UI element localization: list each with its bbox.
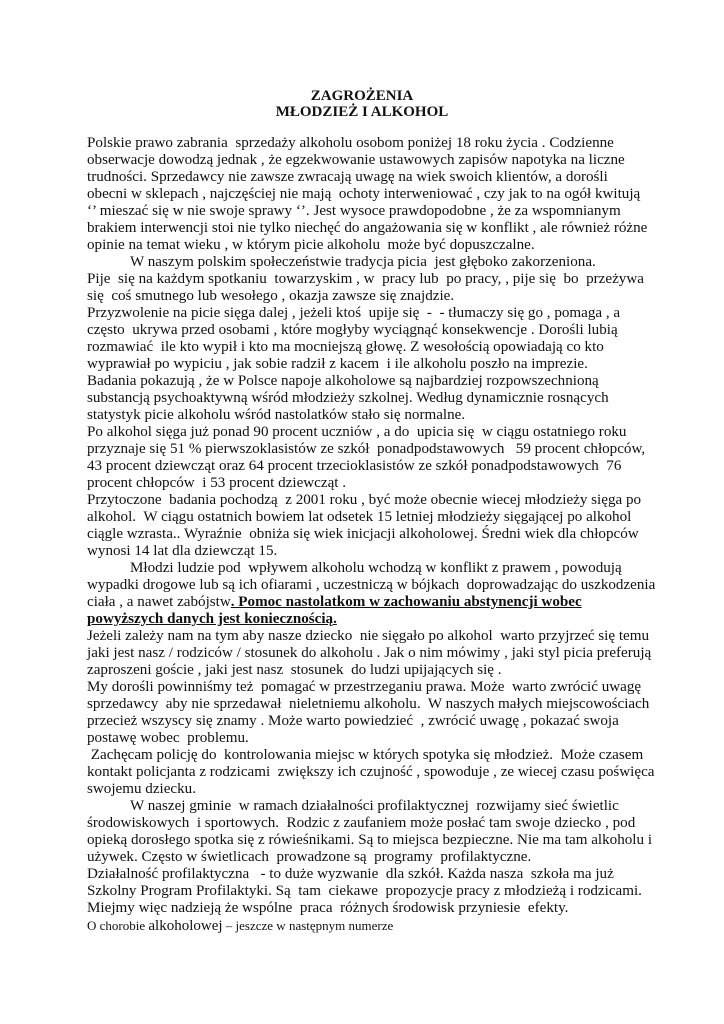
body-line: wypadki drogowe lub są ich ofiarami , uczestniczą w bójkach doprowadzając do uszkodzenia — [87, 577, 656, 593]
body-line: środowiskowych i sportowych. Rodzic z zaufaniem może posłać tam swoje dziecko , pod — [87, 815, 636, 831]
body-line: postawę wobec problemu. — [87, 730, 249, 746]
body-line: W naszej gminie w ramach działalności profilaktycznej rozwijamy sieć świetlic — [130, 798, 619, 814]
body-text: ciała , a nawet zabójstw — [87, 594, 231, 610]
body-line: wynosi 14 lat dla dziewcząt 15. — [87, 543, 278, 559]
body-line: ciągle wzrasta.. Wyraźnie obniża się wiek inicjacji alkoholowej. Średni wiek dla chłopców — [87, 526, 639, 542]
body-line: się coś smutnego lub wesołego , okazja zawsze się znajdzie. — [87, 288, 455, 304]
body-line: używek. Często w świetlicach prowadzone są programy profilaktyczne. — [87, 849, 532, 865]
body-line: substancją psychoaktywną wśród młodzieży szkolnej. Według dynamicznie rosnących — [87, 390, 609, 406]
body-line: W naszym polskim społeczeństwie tradycja picia jest głęboko zakorzeniona. — [130, 254, 596, 270]
body-line: często ukrywa przed osobami , które mogłyby wyciągnąć konsekwencje . Dorośli lubią — [87, 322, 618, 338]
body-line: Młodzi ludzie pod wpływem alkoholu wchodzą w konflikt z prawem , powodują — [130, 560, 622, 576]
body-line: Po alkohol sięga już ponad 90 procent uczniów , a do upicia się w ciągu ostatniego roku — [87, 424, 627, 440]
body-line: 43 procent dziewcząt oraz 64 procent trzecioklasistów ze szkół ponadpodstawowych 76 — [87, 458, 622, 474]
body-line: ‘’ mieszać się w nie swoje sprawy ‘’. Jest wysoce prawdopodobne , że za wspomnianym — [87, 203, 621, 219]
title-line-2: MŁODZIEŻ I ALKOHOL — [275, 104, 449, 120]
emphasis-line: powyższych danych jest koniecznością. — [87, 611, 337, 627]
body-line: swojemu dziecku. — [87, 781, 196, 797]
footer-prefix: O chorobie — [87, 918, 149, 933]
body-line: Szkolny Program Profilaktyki. Są tam ciekawe propozycje pracy z młodzieżą i rodzicami. — [87, 883, 642, 899]
body-line: jaki jest nasz / rodziców / stosunek do alkoholu . Jak o nim mówimy , jaki styl picia preferują — [87, 645, 652, 661]
body-line: Polskie prawo zabrania sprzedaży alkoholu osobom poniżej 18 roku życia . Codzienne — [87, 135, 614, 151]
emphasis-text: . Pomoc nastolatkom w zachowaniu abstynencji wobec — [230, 594, 582, 610]
title-line-1: ZAGROŻENIA — [310, 88, 414, 104]
body-line: My dorośli powinniśmy też pomagać w przestrzeganiu prawa. Może warto zwrócić uwagę — [87, 679, 642, 695]
body-line: kontakt policjanta z rodzicami zwiększy ich czujność , spowoduje , ze wiecej czasu poświęca — [87, 764, 655, 780]
body-line: obecni w sklepach , najczęściej nie mają ochoty interweniować , czy jak to na ogół kwitują — [87, 186, 641, 202]
body-line: opinie na temat wieku , w którym picie alkoholu może być dopuszczalne. — [87, 237, 535, 253]
body-line: obserwacje dowodzą jednak , że egzekwowanie ustawowych zapisów napotyka na liczne — [87, 152, 625, 168]
footer-word: alkoholowej — [148, 918, 223, 934]
body-line: opieką dorosłego spotka się z rówieśnikami. Są to miejsca bezpieczne. Nie ma tam alkoholu i — [87, 832, 653, 848]
body-line: sprzedawcy aby nie sprzedawał nieletniemu alkoholu. W naszych małych miejscowościach — [87, 696, 650, 712]
body-line: Przytoczone badania pochodzą z 2001 roku , być może obecnie wiecej młodzieży sięga po — [87, 492, 642, 508]
body-line: przecież wszyscy się znamy . Może warto powiedzieć , zwrócić uwagę , pokazać swoja — [87, 713, 619, 729]
body-line: procent chłopców i 53 procent dziewcząt . — [87, 475, 347, 491]
body-line: Badania pokazują , że w Polsce napoje alkoholowe są najbardziej rozpowszechnioną — [87, 373, 599, 389]
body-line: Miejmy więc nadzieją że wspólne praca różnych środowisk przyniesie efekty. — [87, 900, 569, 916]
body-line: zaproszeni goście , jaki jest nasz stosunek do ludzi upijających się . — [87, 662, 502, 678]
body-line: przyznaje się 51 % pierwszoklasistów ze szkół ponadpodstawowych 59 procent chłopców, — [87, 441, 646, 457]
body-line: trudności. Sprzedawcy nie zawsze zwracają uwagę na wiek swoich klientów, a dorośli — [87, 169, 608, 185]
footer-suffix: – jeszcze w następnym numerze — [222, 918, 394, 933]
body-line: brakiem interwencji stoi nie tylko niechęć do angażowania się w konflikt , ale również różne — [87, 220, 648, 236]
body-line — [87, 594, 582, 611]
body-line: statystyk picie alkoholu wśród nastolatków stało się normalne. — [87, 407, 466, 423]
body-line: rozmawiać ile kto wypił i kto ma mocniejszą głowę. Z wesołością opowiadają co kto — [87, 339, 604, 355]
body-line: Działalność profilaktyczna - to duże wyzwanie dla szkół. Każda nasza szkoła ma już — [87, 866, 614, 882]
body-line: wyprawiał po wypiciu , jak sobie radził z kacem i ile alkoholu poszło na imprezie. — [87, 356, 588, 372]
body-line: Przyzwolenie na picie sięga dalej , jeżeli ktoś upije się - - tłumaczy się go , pomaga , a — [87, 305, 621, 321]
body-line: alkohol. W ciągu ostatnich bowiem lat odsetek 15 letniej młodzieży sięgającej po alkohol — [87, 509, 632, 525]
body-line: Pije się na każdym spotkaniu towarzyskim , w pracy lub po pracy, , pije się bo przeżywa — [87, 271, 644, 287]
body-line: Jeżeli zależy nam na tym aby nasze dziecko nie sięgało po alkohol warto przyjrzeć się temu — [87, 628, 650, 644]
footer-note — [87, 917, 393, 935]
body-line: Zachęcam policję do kontrolowania miejsc w których spotyka się młodzież. Może czasem — [87, 747, 644, 763]
